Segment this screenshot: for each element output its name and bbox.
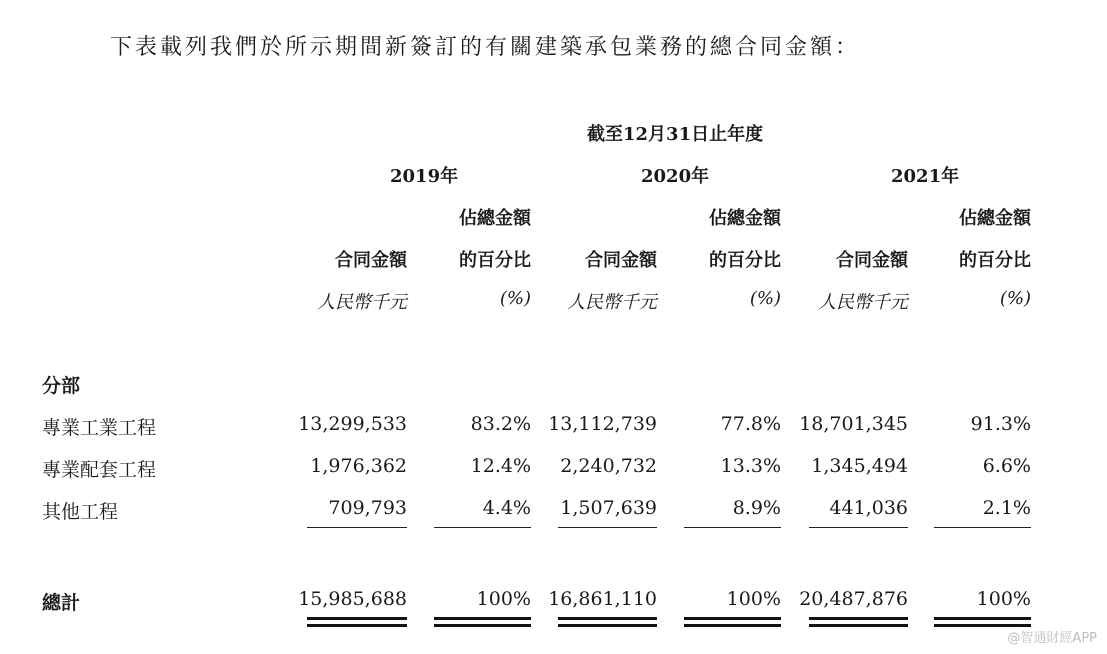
table-cell: 2,240,732 xyxy=(560,455,657,477)
amount-header: 合同金額 xyxy=(836,250,908,271)
pct-header-line2: 的百分比 xyxy=(959,250,1031,271)
pct-header-line1: 佔總金額 xyxy=(459,208,531,229)
table-cell: 8.9% xyxy=(732,497,781,519)
total-cell: 100% xyxy=(476,588,531,610)
total-double-rule xyxy=(434,617,531,627)
amount-header: 合同金額 xyxy=(585,250,657,271)
table-cell: 12.4% xyxy=(470,455,531,477)
pct-header-line2: 的百分比 xyxy=(709,250,781,271)
subtotal-rule xyxy=(307,527,407,528)
table-cell: 6.6% xyxy=(982,455,1031,477)
amount-header: 合同金額 xyxy=(335,250,407,271)
pct-unit: (%) xyxy=(499,288,531,309)
row-label: 專業配套工程 xyxy=(42,459,157,481)
table-cell: 4.4% xyxy=(482,497,531,519)
subtotal-rule xyxy=(684,527,781,528)
table-cell: 2.1% xyxy=(982,497,1031,519)
table-cell: 91.3% xyxy=(970,413,1031,435)
pct-header-line1: 佔總金額 xyxy=(959,208,1031,229)
subtotal-rule xyxy=(934,527,1031,528)
pct-header-line1: 佔總金額 xyxy=(709,208,781,229)
subtotal-rule xyxy=(809,527,908,528)
table-cell: 709,793 xyxy=(328,497,407,519)
total-cell: 100% xyxy=(976,588,1031,610)
total-cell: 20,487,876 xyxy=(799,588,908,610)
year-header: 2020年 xyxy=(641,166,710,187)
total-cell: 15,985,688 xyxy=(298,588,407,610)
row-label: 其他工程 xyxy=(42,501,119,523)
table-cell: 18,701,345 xyxy=(799,413,908,435)
pct-unit: (%) xyxy=(749,288,781,309)
year-header: 2021年 xyxy=(891,166,960,187)
total-double-rule xyxy=(307,617,407,627)
amount-unit: 人民幣千元 xyxy=(818,292,908,313)
total-cell: 16,861,110 xyxy=(548,588,657,610)
table-cell: 1,345,494 xyxy=(811,455,908,477)
table-cell: 83.2% xyxy=(470,413,531,435)
total-label: 總計 xyxy=(42,592,81,614)
period-header: 截至12月31日止年度 xyxy=(587,124,764,145)
table-cell: 13,299,533 xyxy=(298,413,407,435)
table-cell: 441,036 xyxy=(829,497,908,519)
amount-unit: 人民幣千元 xyxy=(317,292,407,313)
table-cell: 13,112,739 xyxy=(548,413,657,435)
row-label: 專業工業工程 xyxy=(42,417,157,439)
year-header: 2019年 xyxy=(390,166,459,187)
table-cell: 1,507,639 xyxy=(560,497,657,519)
table-cell: 77.8% xyxy=(720,413,781,435)
total-double-rule xyxy=(809,617,908,627)
pct-header-line2: 的百分比 xyxy=(459,250,531,271)
amount-unit: 人民幣千元 xyxy=(567,292,657,313)
total-double-rule xyxy=(684,617,781,627)
table-cell: 13.3% xyxy=(720,455,781,477)
pct-unit: (%) xyxy=(999,288,1031,309)
section-label: 分部 xyxy=(42,375,81,397)
table-cell: 1,976,362 xyxy=(310,455,407,477)
total-cell: 100% xyxy=(726,588,781,610)
watermark: @智通財經APP xyxy=(1007,631,1097,646)
intro-text: 下表載列我們於所示期間新簽訂的有關建築承包業務的總合同金額： xyxy=(110,35,861,60)
total-double-rule xyxy=(934,617,1031,627)
total-double-rule xyxy=(558,617,657,627)
subtotal-rule xyxy=(558,527,657,528)
subtotal-rule xyxy=(434,527,531,528)
